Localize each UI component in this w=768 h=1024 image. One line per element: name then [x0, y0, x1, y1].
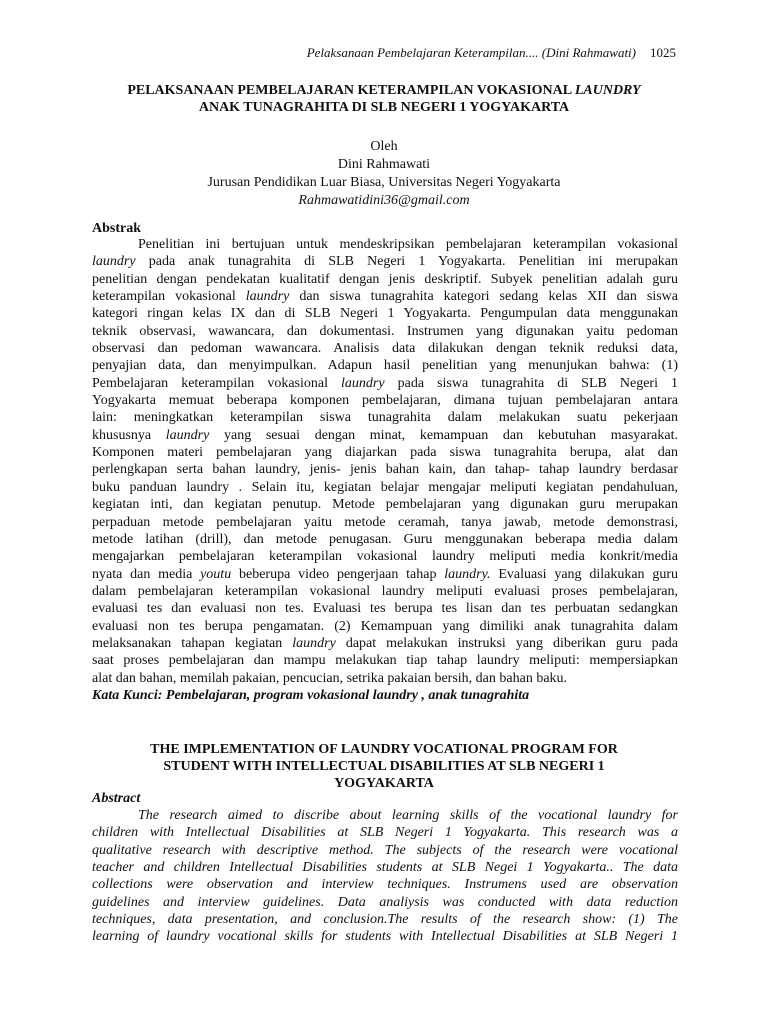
abstrak-line: saat proses pembelajaran dan mampu melakukan tiap tahap laundry meliputi: mempersiapkan	[92, 653, 678, 669]
english-abstract-heading: Abstract	[92, 791, 141, 806]
running-head-text: Pelaksanaan Pembelajaran Keterampilan.... (Dini Rahmawati)	[306, 45, 636, 60]
abstrak-line: evaluasi tes dan evaluasi non tes. Evaluasi tes berupa tes lisan dan tes perbuatan sedangkan	[92, 601, 678, 617]
abstrak-line: lain: meningkatkan keterampilan siswa tunagrahita dalam melakukan suatu pekerjaan	[92, 410, 678, 426]
abstrak-line: nyata dan media youtu beberupa video pengerjaan tahap laundry. Evaluasi yang dilakukan guru	[92, 566, 678, 582]
abstrak-line: buku panduan laundry . Selain itu, kegiatan belajar mengajar meliputi kegiatan pendahuluan,	[92, 479, 678, 495]
english-abstract-line: qualitative research with descriptive method. The subjects of the research were vocational	[92, 842, 678, 858]
abstrak-line: Pembelajaran keterampilan vokasional laundry pada siswa tunagrahita di SLB Negeri 1	[92, 375, 679, 391]
abstrak-line: melaksanakan tahapan kegiatan laundry dapat melakukan instruksi yang diberikan guru pada	[92, 635, 678, 651]
english-abstract-line: guidelines and interview guidelines. Data analiysis was conducted with data reduction	[92, 894, 678, 910]
running-head	[307, 45, 676, 61]
english-title-line: STUDENT WITH INTELLECTUAL DISABILITIES AT SLB NEGERI 1	[163, 759, 605, 774]
english-title-line: YOGYAKARTA	[334, 776, 434, 791]
title-line-1: PELAKSANAAN PEMBELAJARAN KETERAMPILAN VOKASIONAL LAUNDRY	[127, 83, 641, 98]
abstrak-line: Komponen materi pembelajaran yang diajarkan pada siswa tunagrahita berupa, alat dan	[92, 445, 678, 461]
abstrak-line: observasi dan pedoman wawancara. Analisis data dilakukan dengan teknik reduksi data,	[92, 341, 678, 357]
english-abstract-line: techniques, data presentation, and conclusion.The results of the research show: (1) The	[92, 912, 678, 928]
author-block	[90, 138, 678, 210]
english-abstract-line: collections were observation and interview techniques. Instrumens used are observation	[92, 877, 678, 893]
abstrak-line: metode latihan (drill), dan metode penugasan. Guru menggunakan beberapa media dalam	[92, 531, 678, 547]
abstrak-line: kategori ringan kelas IX dan di SLB Negeri 1 Yogyakarta. Pengumpulan data menggunakan	[92, 306, 678, 322]
abstrak-line: laundry pada anak tunagrahita di SLB Negeri 1 Yogyakarta. Penelitian ini merupakan	[92, 254, 678, 270]
abstrak-line: teknik observasi, wawancara, dan dokumentasi. Instrumen yang digunakan yaitu pedoman	[92, 323, 678, 339]
abstrak-line: mengajarkan pembelajaran keterampilan vokasional laundry meliputi media konkrit/media	[92, 549, 678, 565]
english-title	[90, 741, 678, 792]
author-email: Rahmawatidini36@gmail.com	[298, 193, 470, 208]
abstrak-line: kegiatan inti, dan kegiatan penutup. Metode pembelajaran yang digunakan guru merupakan	[92, 497, 678, 513]
english-abstract-line: children with Intellectual Disabilities at SLB Negeri 1 Yogyakarta. This research was a	[92, 825, 678, 841]
abstrak-line: alat dan bahan, memilah pakaian, pencucian, setrika pakaian bersih, dan bahan baku.	[92, 670, 568, 686]
english-title-line: THE IMPLEMENTATION OF LAUNDRY VOCATIONAL PROGRAM FOR	[150, 742, 618, 757]
abstrak-line: perpaduan metode pembelajaran yaitu metode ceramah, tanya jawab, metode demonstrasi,	[92, 514, 678, 530]
english-abstract-line: The research aimed to discribe about learning skills of the vocational laundry for	[138, 808, 678, 823]
abstrak-line: dalam pembelajaran keterampilan vokasional laundry meliputi evaluasi proses pembelajaran,	[92, 583, 678, 599]
page-number: 1025	[650, 45, 676, 60]
abstrak-heading: Abstrak	[92, 221, 142, 236]
abstrak-line: penelitian dengan pendekatan kualitatif dengan jenis deskriptif. Subyek penelitian adalah guru	[92, 271, 678, 287]
author-by: Oleh	[370, 139, 398, 154]
abstrak-line: perlengkapan serta bahan laundry, jenis- jenis bahan kain, dan tahap- tahap laundry berdasar	[92, 462, 678, 478]
abstrak-line: Yogyakarta memuat beberapa komponen pembelajaran, dimana tujuan pembelajaran antara	[92, 393, 678, 409]
abstrak-line: khususnya laundry yang sesuai dengan minat, kemampuan dan kebutuhan masyarakat.	[92, 427, 678, 443]
abstrak-line: evaluasi non tes berupa pengamatan. (2) Kemampuan yang dimiliki anak tunagrahita dalam	[92, 618, 678, 634]
abstrak-line: Penelitian ini bertujuan untuk mendeskripsikan pembelajaran keterampilan vokasional	[138, 237, 678, 252]
author-affiliation: Jurusan Pendidikan Luar Biasa, Universitas Negeri Yogyakarta	[207, 175, 561, 190]
english-abstract-body	[92, 807, 678, 946]
english-abstract-line: learning of laundry vocational skills for students with Intellectual Disabilities at SLB Negeri 1	[92, 929, 678, 945]
abstrak-line: penyajian data, dan menyimpulkan. Adapun hasil penelitian yang menunjukan bahwa: (1)	[92, 358, 678, 374]
abstrak-body	[92, 236, 678, 687]
title-line-2: ANAK TUNAGRAHITA DI SLB NEGERI 1 YOGYAKARTA	[198, 100, 570, 115]
english-abstract-line: teacher and children Intellectual Disabilities students at SLB Negei 1 Yogyakarta.. The data	[92, 860, 678, 876]
author-name: Dini Rahmawati	[337, 157, 431, 172]
abstrak-line: keterampilan vokasional laundry dan siswa tunagrahita kategori sedang kelas XII dan siswa	[92, 289, 678, 305]
paper-title	[90, 82, 678, 116]
keywords: Kata Kunci: Pembelajaran, program vokasional laundry , anak tunagrahita	[92, 688, 530, 703]
